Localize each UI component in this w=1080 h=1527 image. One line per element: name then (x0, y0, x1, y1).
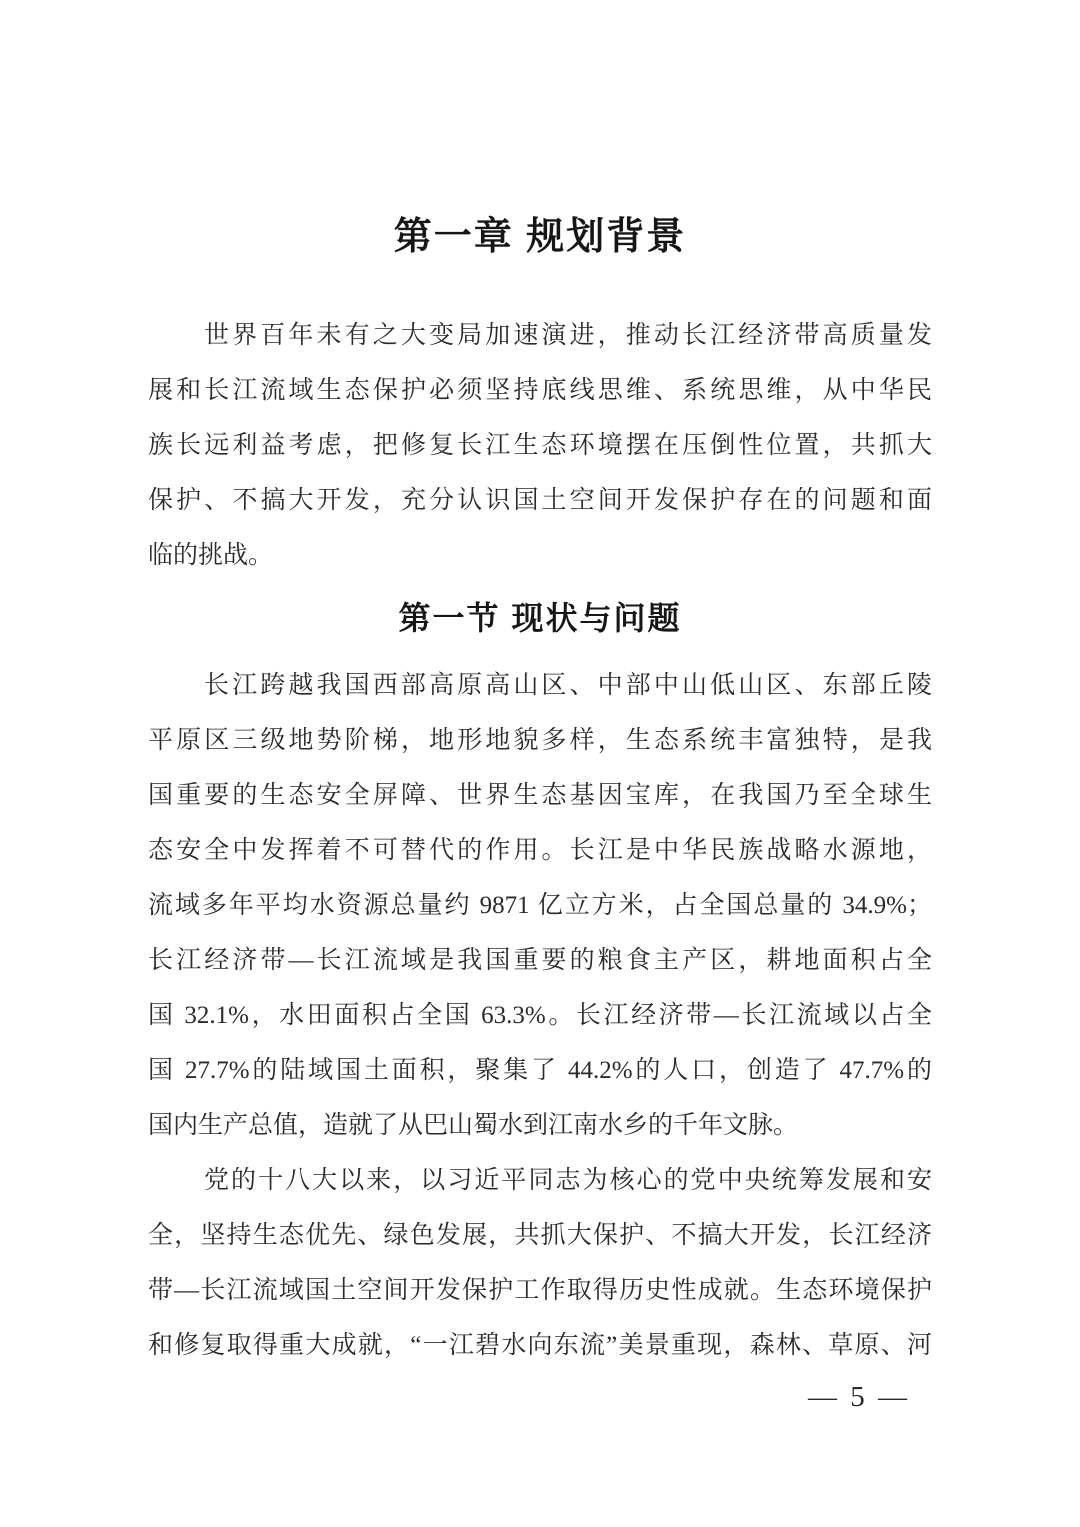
paragraph-line: 和修复取得重大成就，“一江碧水向东流”美景重现，森林、草原、河 (148, 1332, 932, 1359)
paragraph-line: 长江经济带—长江流域是我国重要的粮食主产区，耕地面积占全 (148, 947, 932, 974)
chapter-title: 第一章 规划背景 (393, 216, 687, 258)
paragraph-line: 保护、不搞大开发，充分认识国土空间开发保护存在的问题和面 (148, 487, 932, 514)
paragraph-line: 长江跨越我国西部高原高山区、中部中山低山区、东部丘陵 (204, 672, 932, 699)
paragraph-line: 党的十八大以来，以习近平同志为核心的党中央统筹发展和安 (204, 1167, 932, 1194)
paragraph-line: 平原区三级地势阶梯，地形地貌多样，生态系统丰富独特，是我 (148, 727, 932, 754)
paragraph (148, 1153, 932, 1373)
paragraph-line: 国 32.1%，水田面积占全国 63.3%。长江经济带—长江流域以占全 (148, 1002, 932, 1029)
page-number: — 5 — (808, 1381, 910, 1413)
paragraph-line: 态安全中发挥着不可替代的作用。长江是中华民族战略水源地， (148, 837, 932, 864)
paragraph-line: 国重要的生态安全屏障、世界生态基因宝库，在我国乃至全球生 (148, 782, 932, 809)
paragraph-line: 临的挑战。 (148, 542, 274, 569)
paragraph-line: 族长远利益考虑，把修复长江生态环境摆在压倒性位置，共抓大 (148, 432, 932, 459)
page-content (148, 0, 932, 1417)
paragraph (148, 658, 932, 1153)
paragraph-line: 展和长江流域生态保护必须坚持底线思维、系统思维，从中华民 (148, 377, 932, 404)
paragraph-line: 带—长江流域国土空间开发保护工作取得历史性成就。生态环境保护 (148, 1277, 932, 1304)
paragraph-line: 国内生产总值，造就了从巴山蜀水到江南水乡的千年文脉。 (148, 1112, 799, 1139)
paragraph-line: 全，坚持生态优先、绿色发展，共抓大保护、不搞大开发，长江经济 (148, 1222, 932, 1249)
paragraph (148, 308, 932, 583)
paragraph-line: 流域多年平均水资源总量约 9871 亿立方米，占全国总量的 34.9%； (148, 892, 932, 919)
paragraph-line: 国 27.7%的陆域国土面积，聚集了 44.2%的人口，创造了 47.7%的 (148, 1057, 932, 1084)
paragraph-line: 世界百年未有之大变局加速演进，推动长江经济带高质量发 (204, 322, 932, 349)
section-title: 第一节 现状与问题 (398, 600, 682, 636)
